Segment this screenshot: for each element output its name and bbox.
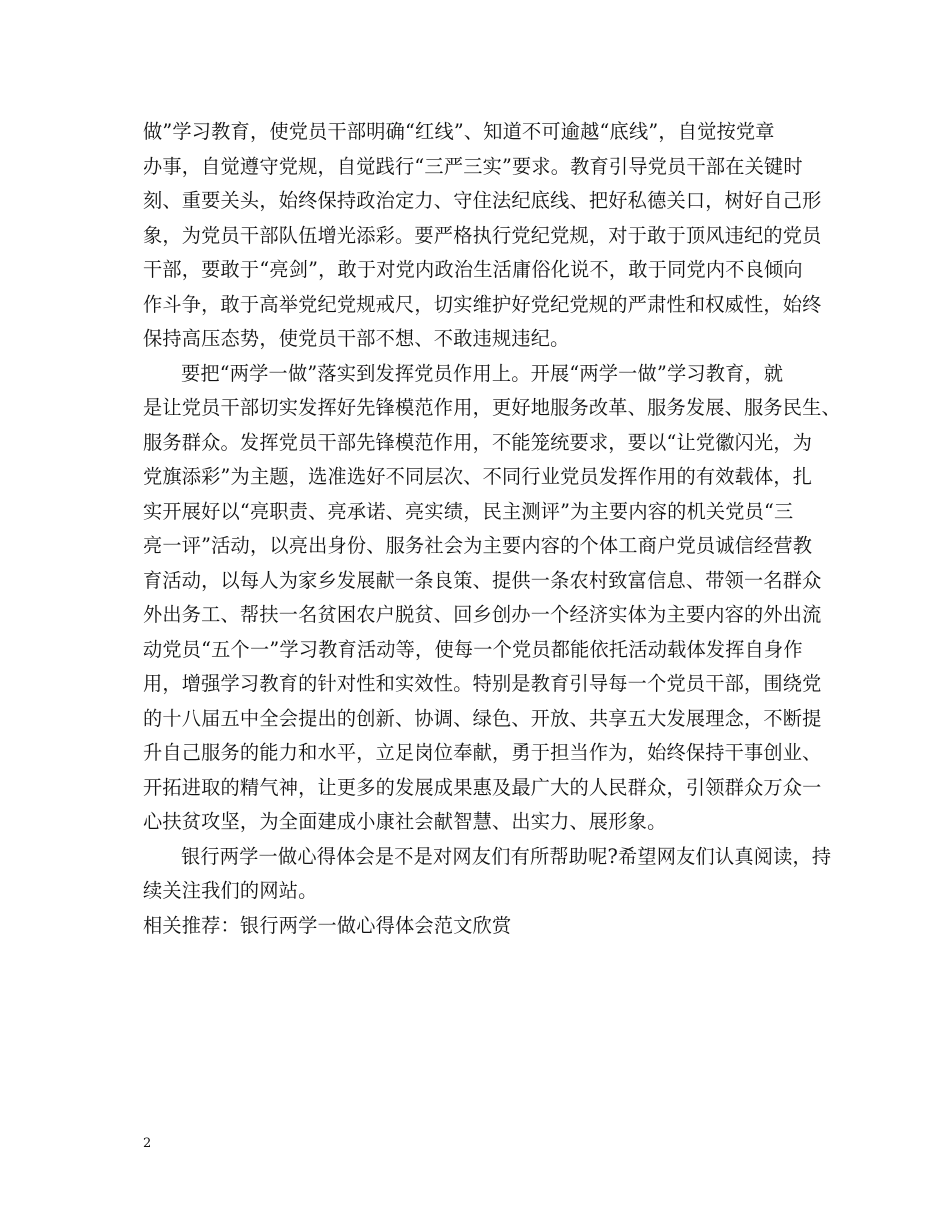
paragraph-line: 干部，要敢于“亮剑”，敢于对党内政治生活庸俗化说不，敢于同党内不良倾向 xyxy=(143,258,803,281)
paragraph-line: 心扶贫攻坚，为全面建成小康社会献智慧、出实力、展形象。 xyxy=(143,810,667,833)
paragraph-line: 刻、重要关头，始终保持政治定力、守住法纪底线、把好私德关口，树好自己形 xyxy=(143,189,822,212)
paragraph-line: 银行两学一做心得体会是不是对网友们有所帮助呢?希望网友们认真阅读，持 xyxy=(181,844,832,868)
paragraph-line: 的十八届五中全会提出的创新、协调、绿色、开放、共享五大发展理念，不断提 xyxy=(143,706,822,730)
paragraph-line: 是让党员干部切实发挥好先锋模范作用，更好地服务改革、服务发展、服务民生、 xyxy=(143,396,841,419)
paragraph xyxy=(143,840,832,909)
paragraph-line: 动党员“五个一”学习教育活动等，使每一个党员都能依托活动载体发挥自身作 xyxy=(143,637,803,661)
paragraph-line: 办事，自觉遵守党规，自觉践行“三严三实”要求。教育引导党员干部在关键时 xyxy=(143,154,803,178)
paragraph-line: 实开展好以“亮职责、亮承诺、亮实绩，民主测评”为主要内容的机关党员“三 xyxy=(143,499,794,523)
related-recommendation-text: 相关推荐：银行两学一做心得体会范文欣赏 xyxy=(143,913,512,937)
paragraph-line: 育活动，以每人为家乡发展献一条良策、提供一条农村致富信息、带领一名群众 xyxy=(143,568,822,592)
related-recommendation xyxy=(143,909,813,944)
paragraph xyxy=(143,115,822,357)
paragraph-line: 外出务工、帮扶一名贫困农户脱贫、回乡创办一个经济实体为主要内容的外出流 xyxy=(143,603,822,626)
paragraph-line: 亮一评”活动，以亮出身份、服务社会为主要内容的个体工商户党员诚信经营教 xyxy=(143,534,813,557)
paragraph-line: 作斗争，敢于高举党纪党规戒尺，切实维护好党纪党规的严肃性和权威性，始终 xyxy=(143,292,822,316)
paragraph-line: 用，增强学习教育的针对性和实效性。特别是教育引导每一个党员干部，围绕党 xyxy=(143,672,822,695)
paragraph-line: 要把“两学一做”落实到发挥党员作用上。开展“两学一做”学习教育，就 xyxy=(181,361,784,385)
paragraph-line: 开拓进取的精气神，让更多的发展成果惠及最广大的人民群众，引领群众万众一 xyxy=(143,775,822,799)
paragraph-line: 象，为党员干部队伍增光添彩。要严格执行党纪党规，对于敢于顶风违纪的党员 xyxy=(143,223,822,247)
page-number: 2 xyxy=(143,1136,152,1151)
paragraph-line: 续关注我们的网站。 xyxy=(143,879,318,902)
document-body xyxy=(143,115,841,943)
paragraph-line: 升自己服务的能力和水平，立足岗位奉献，勇于担当作为，始终保持干事创业、 xyxy=(143,741,822,764)
paragraph xyxy=(143,357,841,840)
paragraph-line: 做”学习教育，使党员干部明确“红线”、知道不可逾越“底线”，自觉按党章 xyxy=(143,120,775,143)
paragraph-line: 党旗添彩”为主题，选准选好不同层次、不同行业党员发挥作用的有效载体，扎 xyxy=(143,465,813,488)
paragraph-line: 保持高压态势，使党员干部不想、不敢违规违纪。 xyxy=(143,327,570,350)
paragraph-line: 服务群众。发挥党员干部先锋模范作用，不能笼统要求，要以“让党徽闪光，为 xyxy=(143,430,813,454)
